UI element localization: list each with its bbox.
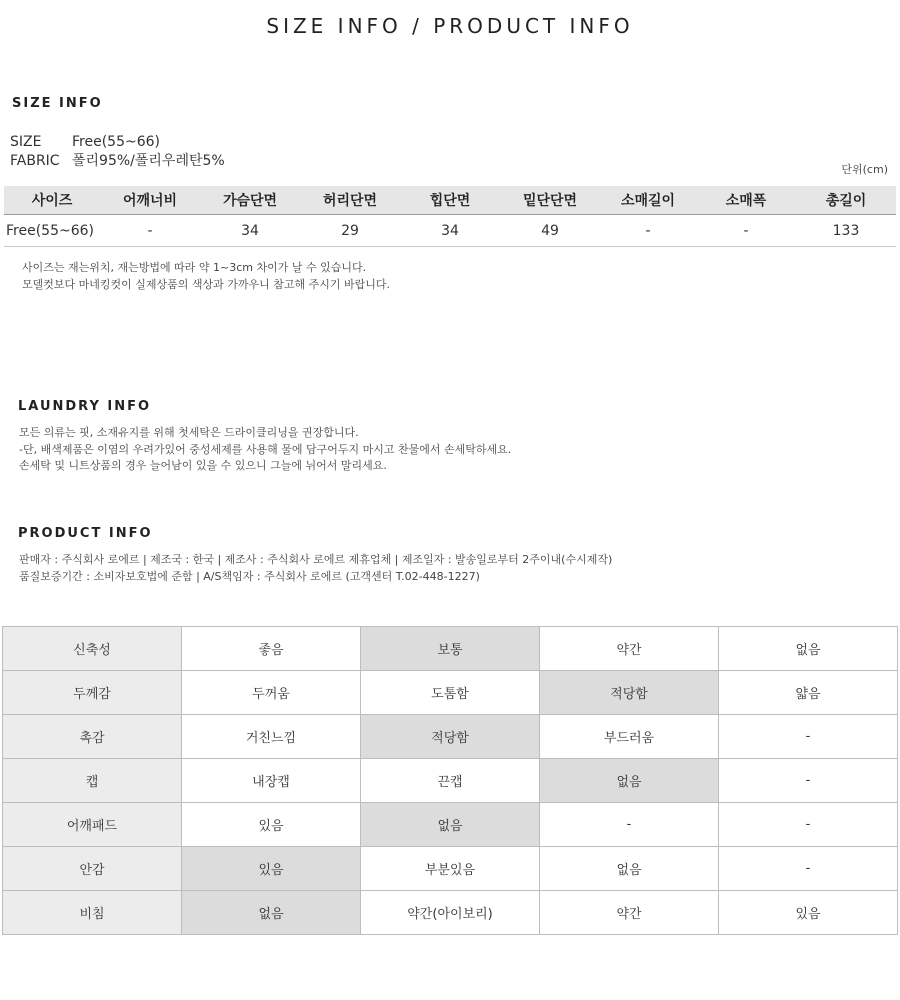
size-meta bbox=[10, 134, 160, 150]
unit-label: 단위(cm) bbox=[841, 163, 888, 176]
property-option-selected: 적당함 bbox=[361, 715, 540, 759]
property-row bbox=[3, 759, 898, 803]
fabric-meta bbox=[10, 150, 225, 170]
property-option-selected: 없음 bbox=[540, 759, 719, 803]
property-row bbox=[3, 803, 898, 847]
size-cell: 34 bbox=[400, 215, 500, 247]
property-option: 약간(아이보리) bbox=[361, 891, 540, 935]
page-title: SIZE INFO / PRODUCT INFO bbox=[266, 14, 634, 38]
property-option: 없음 bbox=[540, 847, 719, 891]
property-label: 캡 bbox=[3, 759, 182, 803]
size-cell: 133 bbox=[796, 215, 896, 247]
property-option: 있음 bbox=[719, 891, 898, 935]
property-option: - bbox=[719, 715, 898, 759]
product-info-heading: PRODUCT INFO bbox=[18, 526, 153, 541]
laundry-note: 손세탁 및 니트상품의 경우 늘어남이 있을 수 있으니 그늘에 뉘어서 말리세요. bbox=[19, 459, 387, 472]
size-cell: 49 bbox=[500, 215, 600, 247]
property-option: 거친느낌 bbox=[182, 715, 361, 759]
size-col-header: 힙단면 bbox=[400, 186, 500, 215]
property-option: 끈캡 bbox=[361, 759, 540, 803]
property-option: - bbox=[540, 803, 719, 847]
size-cell: 34 bbox=[200, 215, 300, 247]
size-note: 사이즈는 재는위치, 재는방법에 따라 약 1~3cm 차이가 날 수 있습니다. bbox=[22, 261, 367, 274]
property-option: 없음 bbox=[719, 627, 898, 671]
fabric-key: FABRIC bbox=[10, 153, 60, 169]
property-option-selected: 적당함 bbox=[540, 671, 719, 715]
property-option: - bbox=[719, 847, 898, 891]
property-option: - bbox=[719, 759, 898, 803]
size-col-header: 소매길이 bbox=[600, 186, 696, 215]
property-label: 촉감 bbox=[3, 715, 182, 759]
product-notes bbox=[19, 552, 612, 585]
property-label: 안감 bbox=[3, 847, 182, 891]
property-option: 약간 bbox=[540, 627, 719, 671]
property-label: 신축성 bbox=[3, 627, 182, 671]
size-col-header: 어깨너비 bbox=[100, 186, 200, 215]
property-option: 있음 bbox=[182, 803, 361, 847]
size-col-header: 총길이 bbox=[796, 186, 896, 215]
property-option-selected: 보통 bbox=[361, 627, 540, 671]
property-row bbox=[3, 847, 898, 891]
size-notes bbox=[22, 260, 390, 293]
property-option-selected: 있음 bbox=[182, 847, 361, 891]
laundry-info-heading: LAUNDRY INFO bbox=[18, 399, 152, 414]
property-table bbox=[2, 626, 898, 935]
property-label: 두께감 bbox=[3, 671, 182, 715]
size-col-header: 소매폭 bbox=[696, 186, 796, 215]
size-cell: - bbox=[696, 215, 796, 247]
property-label: 비침 bbox=[3, 891, 182, 935]
product-note: 판매자 : 주식회사 로에르 | 제조국 : 한국 | 제조사 : 주식회사 로에르 제휴업체 | 제조일자 : 발송일로부터 2주이내(수시제작) bbox=[19, 553, 613, 566]
laundry-note: 모든 의류는 핏, 소재유지를 위해 첫세탁은 드라이클리닝을 권장합니다. bbox=[19, 426, 359, 439]
size-table-row bbox=[4, 215, 896, 247]
size-cell: 29 bbox=[300, 215, 400, 247]
property-option: 얇음 bbox=[719, 671, 898, 715]
property-option: 부드러움 bbox=[540, 715, 719, 759]
property-option: 좋음 bbox=[182, 627, 361, 671]
size-table bbox=[4, 186, 896, 247]
size-table-header-row bbox=[4, 186, 896, 215]
size-key: SIZE bbox=[10, 134, 42, 150]
size-cell: - bbox=[100, 215, 200, 247]
size-cell: - bbox=[600, 215, 696, 247]
property-row bbox=[3, 891, 898, 935]
size-cell: Free(55~66) bbox=[4, 215, 100, 247]
size-info-heading: SIZE INFO bbox=[12, 96, 103, 111]
property-option: 약간 bbox=[540, 891, 719, 935]
size-col-header: 밑단단면 bbox=[500, 186, 600, 215]
property-option: - bbox=[719, 803, 898, 847]
property-label: 어깨패드 bbox=[3, 803, 182, 847]
laundry-notes bbox=[19, 425, 511, 475]
size-col-header: 사이즈 bbox=[4, 186, 100, 215]
size-col-header: 허리단면 bbox=[300, 186, 400, 215]
product-note: 품질보증기간 : 소비자보호법에 준함 | A/S책임자 : 주식회사 로에르 (고객센터 T.02-448-1227) bbox=[19, 569, 480, 583]
property-row bbox=[3, 671, 898, 715]
size-note: 모델컷보다 마네킹컷이 실제상품의 색상과 가까우니 참고해 주시기 바랍니다. bbox=[22, 277, 391, 291]
property-row bbox=[3, 715, 898, 759]
size-value: Free(55~66) bbox=[72, 134, 160, 150]
laundry-note: -단, 배색제품은 이염의 우려가있어 중성세제를 사용해 물에 담구어두지 마시고 찬물에서 손세탁하세요. bbox=[19, 442, 512, 456]
property-option: 도톰함 bbox=[361, 671, 540, 715]
property-option: 내장캡 bbox=[182, 759, 361, 803]
fabric-value: 폴리95%/폴리우레탄5% bbox=[72, 153, 225, 169]
property-row bbox=[3, 627, 898, 671]
property-option-selected: 없음 bbox=[182, 891, 361, 935]
property-option-selected: 없음 bbox=[361, 803, 540, 847]
property-option: 두꺼움 bbox=[182, 671, 361, 715]
property-option: 부분있음 bbox=[361, 847, 540, 891]
size-col-header: 가슴단면 bbox=[200, 186, 300, 215]
